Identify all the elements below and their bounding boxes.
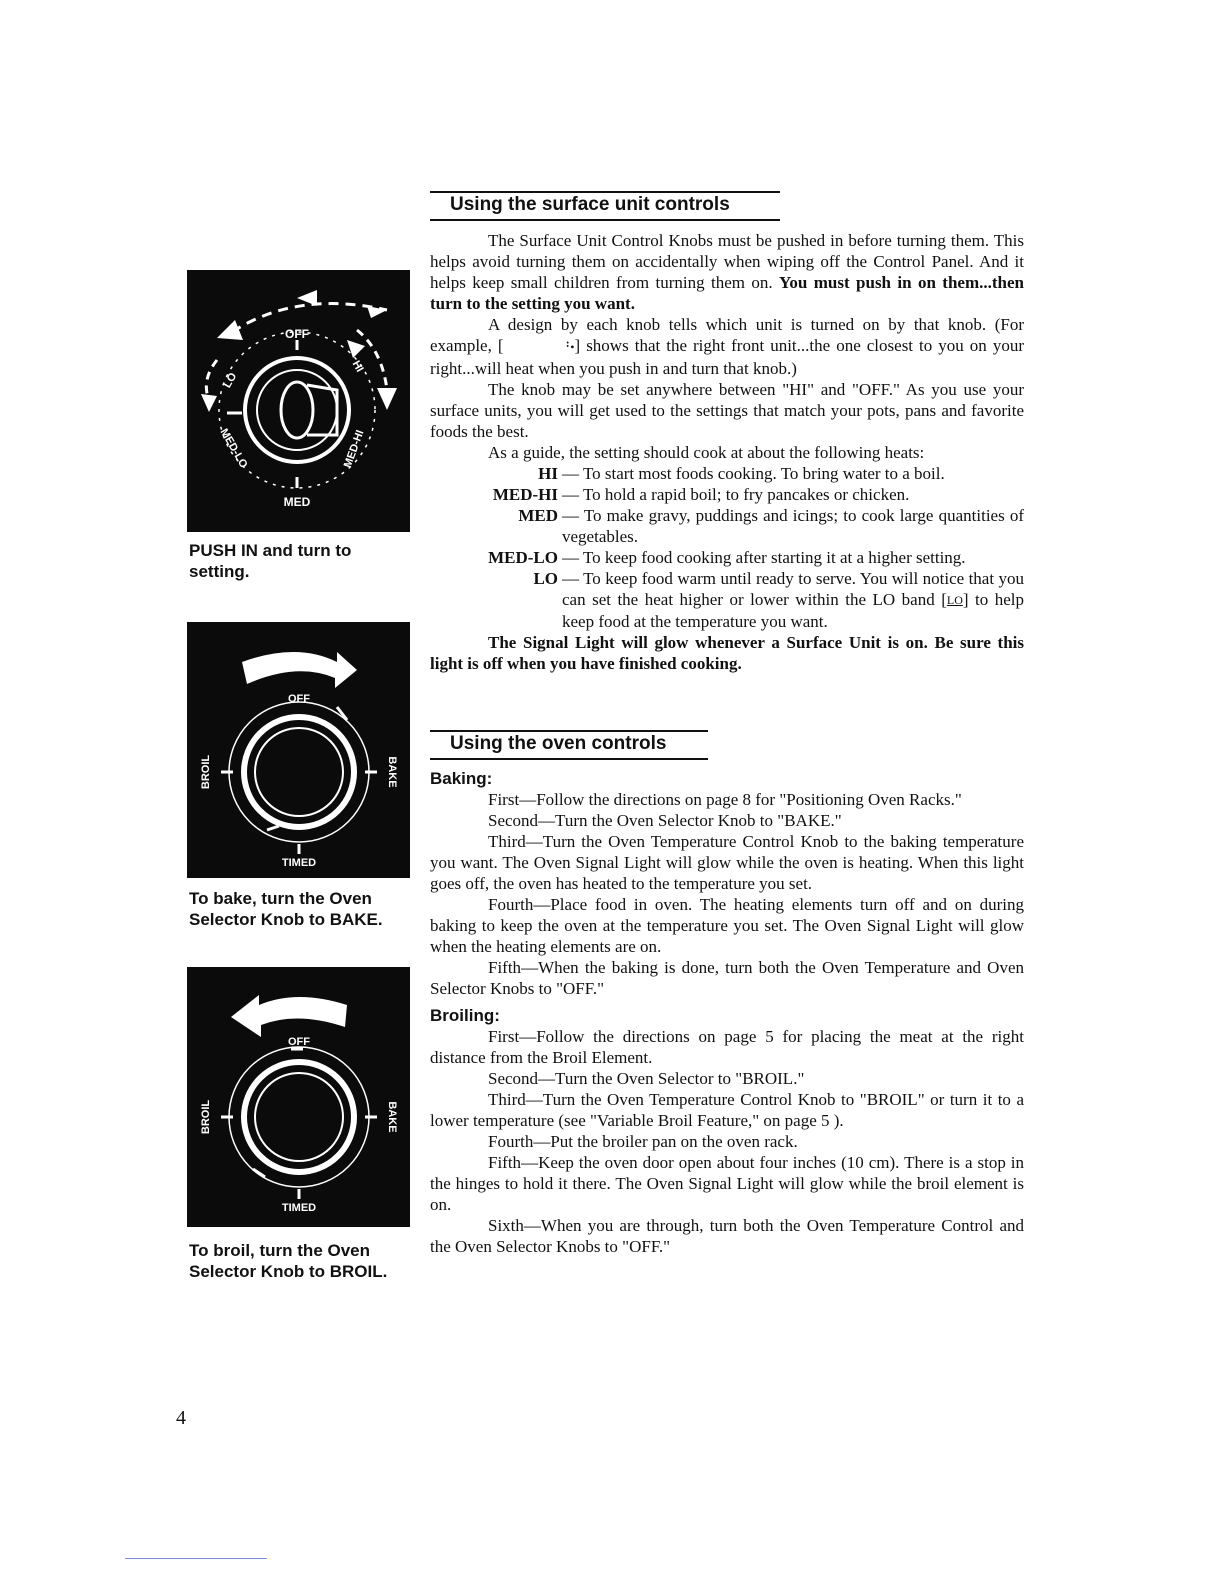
- oven-section-body: [430, 768, 1024, 1257]
- knob-label-bake: BAKE: [386, 756, 398, 788]
- broiling-step-1: First—Follow the directions on page 5 for placing the meat at the right distance from the Broil Element.: [430, 1027, 1024, 1067]
- broiling-step-4: Fourth—Put the broiler pan on the oven rack.: [488, 1132, 798, 1151]
- knob-label-med-lo: MED-LO: [217, 426, 250, 471]
- baking-step-5: Fifth—When the baking is done, turn both the Oven Temperature and Oven Selector Knobs to "OFF.": [430, 958, 1024, 998]
- bake-knob-figure: [187, 622, 410, 878]
- baking-heading: Baking:: [430, 769, 493, 788]
- knob-label-med: MED: [283, 495, 311, 509]
- bake-knob-caption: To bake, turn the Oven Selector Knob to BAKE.: [189, 889, 383, 929]
- knob-label-broil: BROIL: [200, 1099, 212, 1135]
- broil-knob-illustration: [187, 967, 410, 1227]
- baking-step-1: First—Follow the directions on page 8 for "Positioning Oven Racks.": [488, 790, 962, 809]
- broiling-heading: Broiling:: [430, 1006, 500, 1025]
- heat-row-med: MED — To make gravy, puddings and icings; to cook large quantities of vegetables.: [518, 505, 1024, 546]
- right-front-unit-icon: ⠘•: [561, 339, 575, 354]
- footer-rule: [125, 1558, 267, 1559]
- surface-knob-figure: [187, 270, 410, 532]
- knob-label-broil: BROIL: [200, 754, 212, 790]
- signal-light-note: The Signal Light will glow whenever a Surface Unit is on. Be sure this light is off when you have finished cooking.: [430, 633, 1024, 674]
- surface-section-body: [430, 230, 1024, 674]
- broiling-step-2: Second—Turn the Oven Selector to "BROIL.": [488, 1069, 805, 1088]
- broiling-step-6: Sixth—When you are through, turn both the Oven Temperature Control and the Oven Selector Knobs to "OFF.": [430, 1216, 1024, 1256]
- heat-row-hi: HI — To start most foods cooking. To bring water to a boil.: [538, 463, 945, 483]
- bake-knob-illustration: [187, 622, 410, 878]
- surface-paragraph-4: As a guide, the setting should cook at about the following heats:: [488, 442, 925, 462]
- page-number: 4: [176, 1407, 186, 1429]
- heat-row-med-lo: MED-LO — To keep food cooking after starting it at a higher setting.: [488, 547, 966, 567]
- knob-label-off: OFF: [285, 327, 309, 341]
- knob-label-hi: HI: [349, 358, 366, 375]
- oven-section-title: Using the oven controls: [430, 730, 708, 760]
- heat-row-med-hi: MED-HI — To hold a rapid boil; to fry pancakes or chicken.: [492, 484, 910, 504]
- lo-band-icon: LO: [946, 593, 963, 608]
- knob-label-off: OFF: [288, 1036, 310, 1048]
- broil-knob-caption: To broil, turn the Oven Selector Knob to BROIL.: [189, 1241, 388, 1281]
- broil-knob-figure: [187, 967, 410, 1227]
- knob-label-timed: TIMED: [281, 1202, 317, 1214]
- counterclockwise-arrow-icon: [231, 995, 347, 1037]
- heat-row-lo: LO — To keep food warm until ready to serve. You will notice that you can set the heat higher or lower within the LO band [LO] to help keep food at the temperature you want.: [533, 568, 1024, 632]
- surface-section-title: Using the surface unit controls: [430, 191, 780, 221]
- broiling-step-3: Third—Turn the Oven Temperature Control Knob to "BROIL" or turn it to a lower temperature (see "Variable Broil Feature," on page 5 ).: [430, 1090, 1024, 1130]
- surface-knob-caption: PUSH IN and turn to setting.: [189, 541, 352, 581]
- surface-paragraph-3: The knob may be set anywhere between "HI" and "OFF." As you use your surface units, you will get used to the settings that match your pots, pans and favorite foods the best.: [430, 379, 1024, 441]
- knob-label-bake: BAKE: [386, 1101, 398, 1133]
- baking-step-2: Second—Turn the Oven Selector Knob to "BAKE.": [488, 811, 842, 830]
- surface-knob-illustration: [187, 270, 410, 532]
- clockwise-arrow-icon: [242, 652, 357, 688]
- knob-label-lo: LO: [221, 370, 240, 391]
- surface-paragraph-2: A design by each knob tells which unit is turned on by that knob. (For example, [ ⠘•] shows that the right front unit...the one closest to you on your right...will heat when you push in and turn that knob.): [430, 315, 1024, 378]
- knob-label-off: OFF: [288, 693, 310, 705]
- knob-label-med-hi: MED-HI: [341, 428, 367, 470]
- surface-paragraph-1: The Surface Unit Control Knobs must be pushed in before turning them. This helps avoid turning them on accidentally when wiping off the Control Panel. And it helps keep small children from turning them on. You must push in on them...then turn to the setting you want.: [430, 231, 1024, 313]
- broiling-step-5: Fifth—Keep the oven door open about four inches (10 cm). There is a stop in the hinges to hold it there. The Oven Signal Light will glow while the broil element is on.: [430, 1153, 1024, 1214]
- baking-step-3: Third—Turn the Oven Temperature Control Knob to the baking temperature you want. The Oven Signal Light will glow while the oven is heating. When this light goes off, the oven has heated to the temperature you set.: [430, 832, 1024, 893]
- knob-label-timed: TIMED: [281, 857, 317, 869]
- baking-step-4: Fourth—Place food in oven. The heating elements turn off and on during baking to keep the oven at the temperature you set. The Oven Signal Light will glow when the heating elements are on.: [430, 895, 1024, 956]
